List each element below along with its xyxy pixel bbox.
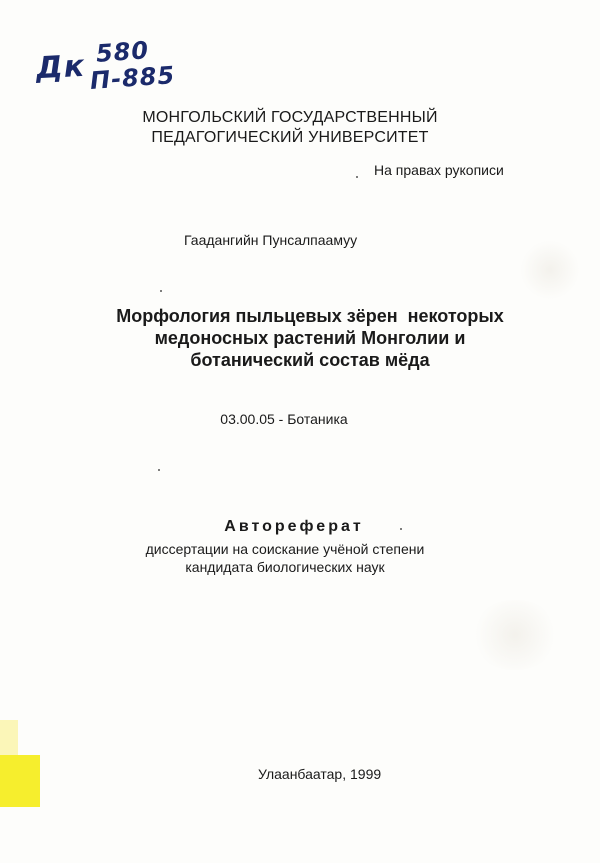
yellow-sticker: [0, 755, 40, 807]
place-and-year: Улаанбаатар, 1999: [258, 766, 382, 782]
sticker-shadow: [0, 720, 18, 756]
scan-speck: [356, 176, 358, 178]
document-type: Автореферат: [224, 518, 364, 535]
title-line-1: Морфология пыльцевых зёрен некоторых: [116, 306, 504, 326]
paper-stain: [470, 600, 560, 670]
scan-speck: [160, 290, 162, 292]
handwritten-number-top: 580: [95, 36, 151, 68]
dissertation-line-2: кандидата биологических наук: [185, 559, 385, 575]
specialty-code: 03.00.05 - Ботаника: [220, 411, 348, 427]
dissertation-line-1: диссертации на соискание учёной степени: [145, 541, 425, 557]
handwritten-catalog-code: Дк: [35, 48, 86, 87]
dissertation-description: [0, 540, 570, 576]
paper-stain: [520, 240, 580, 300]
institution-name: [0, 108, 580, 148]
institution-line-2: ПЕДАГОГИЧЕСКИЙ УНИВЕРСИТЕТ: [151, 129, 429, 146]
author-name: Гаадангийн Пунсалпаамуу: [184, 232, 358, 248]
scan-speck: [400, 528, 402, 530]
rights-note: На правах рукописи: [374, 162, 504, 178]
institution-line-1: МОНГОЛЬСКИЙ ГОСУДАРСТВЕННЫЙ: [142, 109, 438, 126]
scan-speck: [158, 469, 160, 471]
thesis-title: [40, 305, 580, 371]
handwritten-number-bottom: П-885: [89, 61, 177, 95]
title-line-2: медоносных растений Монголии и: [154, 328, 466, 348]
title-line-3: ботанический состав мёда: [190, 350, 430, 370]
